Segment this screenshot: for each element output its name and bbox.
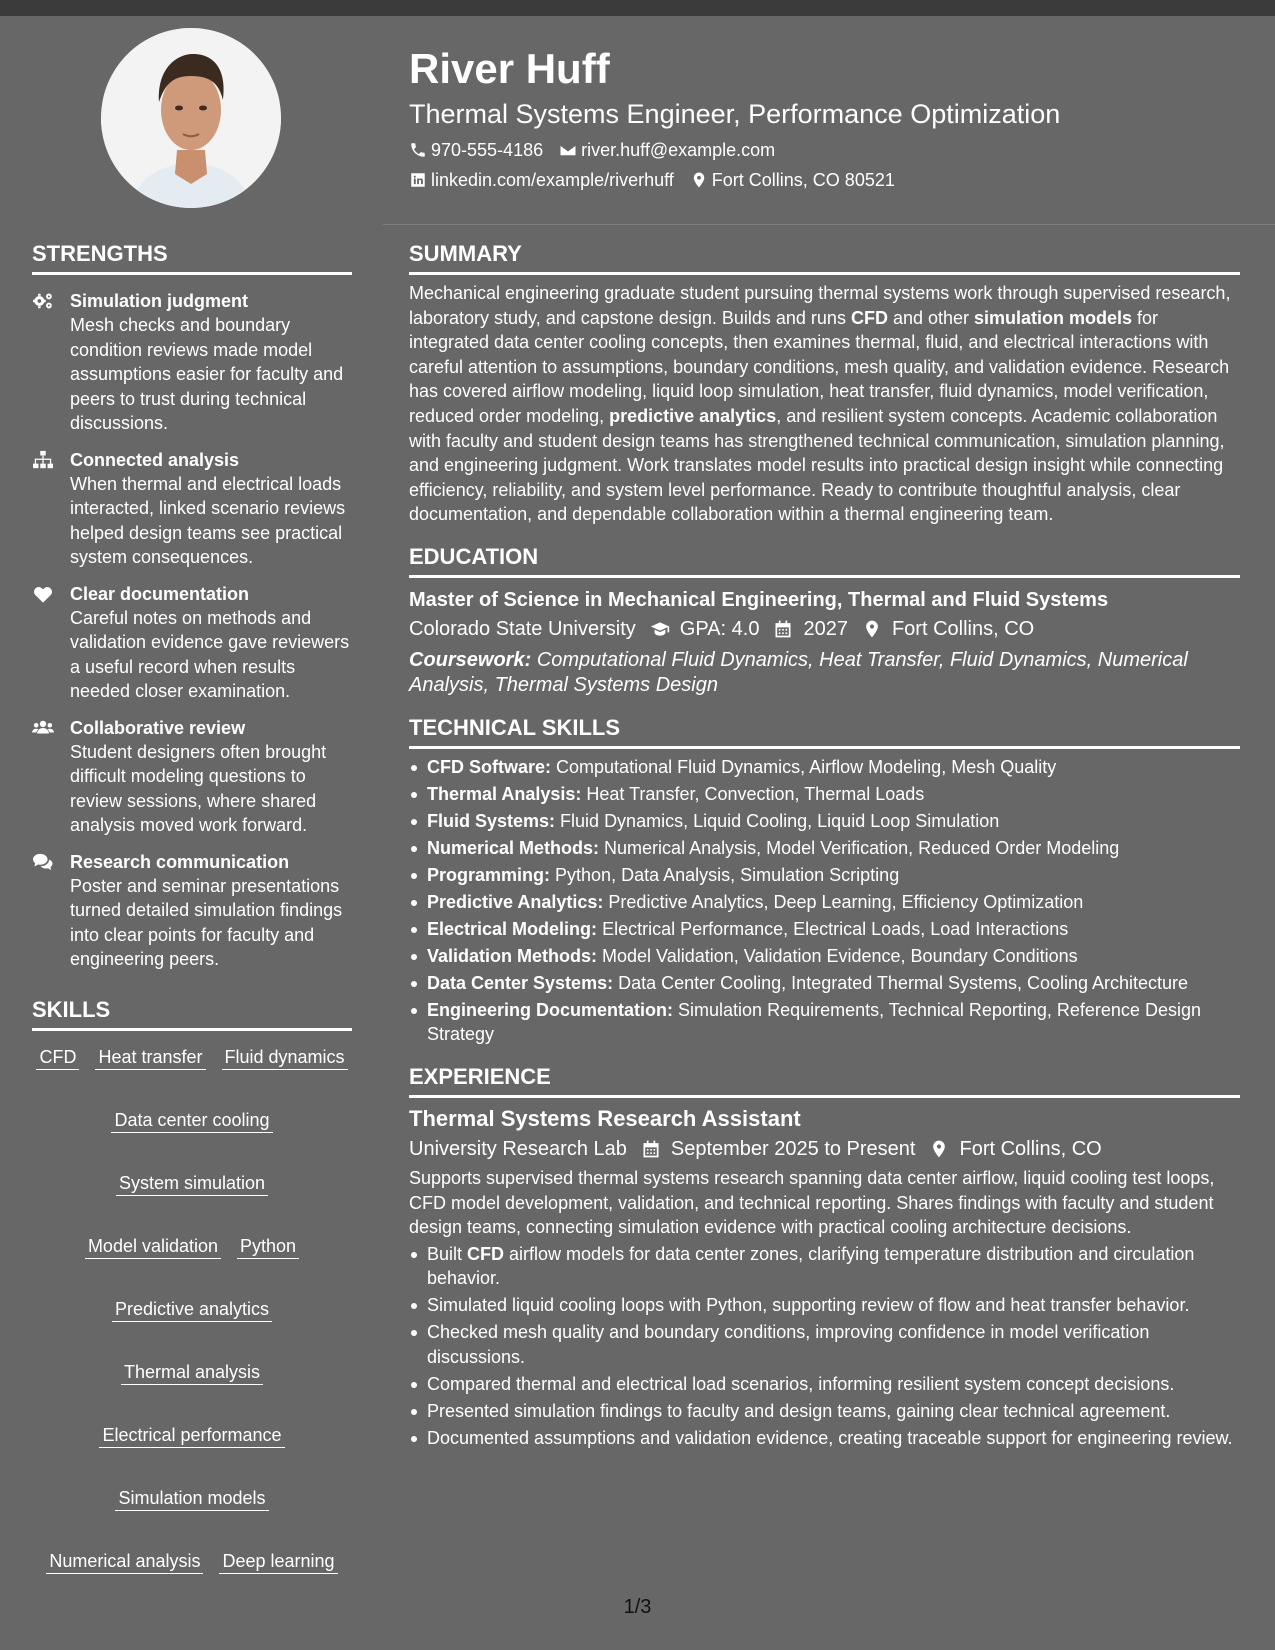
skill-tag: Thermal analysis [121, 1360, 263, 1385]
header-divider [383, 224, 1275, 225]
location-text: Fort Collins, CO 80521 [711, 170, 895, 190]
list-item [409, 890, 1240, 915]
envelope-icon [559, 141, 577, 159]
strength-description: Poster and seminar presentations turned detailed simulation findings into clear points for faculty and engineering peers. [70, 875, 343, 969]
linkedin-text: linkedin.com/example/riverhuff [431, 170, 674, 190]
map-pin-icon [929, 1139, 949, 1159]
bullet-part: Documented assumptions and validation evidence, creating traceable support for engineering review. [427, 1427, 1233, 1448]
map-pin-icon [690, 171, 708, 189]
skill-tag: Heat transfer [95, 1045, 205, 1070]
linkedin-contact[interactable] [409, 168, 674, 192]
location-contact [690, 168, 895, 192]
summary-part: and other [887, 307, 975, 328]
summary-highlight: CFD [850, 307, 888, 328]
skill-values: Numerical Analysis, Model Verification, Reduced Order Modeling [604, 837, 1120, 858]
gears-icon [32, 291, 54, 311]
email-contact[interactable] [559, 138, 775, 162]
strength-title: Collaborative review [70, 717, 246, 738]
job-meta [409, 1134, 1240, 1164]
bullet-highlight: CFD [467, 1243, 505, 1264]
list-item [409, 1293, 1240, 1318]
summary-part: for integrated data center cooling concepts, then examines thermal, fluid, and electrical interactions with careful attention to assumptions, boundary conditions, mesh quality, and validation evidence. Research has covered airflow modeling, liquid loop simulation, heat transfer, fluid dynamics, model verification, reduced order modeling, [409, 307, 1230, 426]
skill-tag: Simulation models [115, 1486, 268, 1511]
skill-tag: Deep learning [219, 1549, 337, 1574]
gpa-item [650, 614, 760, 644]
main-column [409, 238, 1240, 1453]
year-item [773, 614, 848, 644]
strength-description: Mesh checks and boundary condition reviews made model assumptions easier for faculty and peers to trust during technical discussions. [70, 315, 344, 433]
school-name: Colorado State University [409, 617, 636, 640]
strength-title: Clear documentation [70, 583, 250, 604]
skill-category: Electrical Modeling: [427, 918, 598, 939]
top-bar [0, 0, 1275, 16]
resume-header [409, 40, 1249, 192]
technical-skills-heading: TECHNICAL SKILLS [409, 712, 1240, 749]
sidebar [32, 238, 352, 1574]
year-text: 2027 [803, 617, 848, 640]
list-item [409, 1320, 1240, 1369]
portrait-image [101, 28, 281, 208]
strength-description: Student designers often brought difficult modeling questions to review sessions, where shared analysis moved work forward. [70, 741, 327, 835]
candidate-role: Thermal Systems Engineer, Performance Optimization [409, 99, 1061, 129]
skill-tag: Model validation [85, 1234, 221, 1259]
job-location-item [929, 1134, 1101, 1164]
skill-category: Numerical Methods: [427, 837, 600, 858]
skill-tag: Electrical performance [99, 1423, 284, 1448]
skill-tag: System simulation [116, 1171, 268, 1196]
sitemap-icon [32, 450, 54, 470]
skill-tag: Data center cooling [111, 1108, 272, 1133]
calendar-icon [641, 1139, 661, 1159]
calendar-icon [773, 619, 793, 639]
experience-bullets [409, 1242, 1240, 1451]
email-text: river.huff@example.com [581, 140, 776, 160]
skills-heading: SKILLS [32, 994, 352, 1031]
skill-values: Electrical Performance, Electrical Loads, Load Interactions [602, 918, 1069, 939]
skill-tag: Predictive analytics [112, 1297, 272, 1322]
skill-category: Validation Methods: [427, 945, 598, 966]
bullet-part: Checked mesh quality and boundary conditions, improving confidence in model verification discussions. [427, 1322, 1150, 1367]
strength-item [32, 850, 352, 972]
job-dates-text: September 2025 to Present [670, 1137, 916, 1160]
list-item [409, 1242, 1240, 1291]
list-item [409, 809, 1240, 834]
strength-title: Connected analysis [70, 449, 240, 470]
candidate-name: River Huff [409, 45, 610, 92]
skill-values: Heat Transfer, Convection, Thermal Loads [586, 783, 925, 804]
bullet-part: Built [427, 1243, 468, 1264]
list-item [409, 998, 1240, 1047]
skill-category: Programming: [427, 864, 551, 885]
list-item [409, 917, 1240, 942]
skill-category: Engineering Documentation: [427, 999, 674, 1020]
summary-part: , and resilient system concepts. Academic collaboration with faculty and student design teams has strengthened technical communication, simulation planning, and engineering judgment. Work translates model results into practical design insight while connecting efficiency, reliability, and system level performance. Ready to contribute thoughtful analysis, clear documentation, and dependable collaboration within a thermal engineering team. [409, 405, 1225, 525]
list-item [409, 944, 1240, 969]
job-description: Supports supervised thermal systems research spanning data center airflow, liquid cooling test loops, CFD model development, validation, and technical reporting. Shares findings with faculty and student design teams, connecting simulation evidence with practical cooling architecture decisions. [409, 1167, 1215, 1238]
skill-tag: Python [237, 1234, 299, 1259]
users-icon [32, 718, 54, 738]
skill-tag: Fluid dynamics [222, 1045, 348, 1070]
summary-text [409, 281, 1240, 527]
experience-heading: EXPERIENCE [409, 1061, 1240, 1098]
phone-icon [409, 141, 427, 159]
summary-heading: SUMMARY [409, 238, 1240, 275]
education-location-text: Fort Collins, CO [891, 617, 1035, 640]
employer-name: University Research Lab [409, 1137, 627, 1160]
coursework [409, 648, 1240, 698]
job-location-text: Fort Collins, CO [959, 1137, 1102, 1160]
strength-item [32, 448, 352, 570]
job-dates-item [641, 1134, 916, 1164]
phone-contact[interactable] [409, 138, 543, 162]
technical-skills-list [409, 755, 1240, 1047]
gpa-text: GPA: 4.0 [679, 617, 760, 640]
coursework-list: Computational Fluid Dynamics, Heat Transfer, Fluid Dynamics, Numerical Analysis, Thermal Systems Design [409, 648, 1188, 696]
skills-tag-list [32, 1045, 352, 1574]
education-meta [409, 614, 1240, 644]
summary-highlight: predictive analytics [609, 405, 777, 426]
skill-tag: Numerical analysis [46, 1549, 203, 1574]
coursework-label: Coursework: [409, 648, 532, 671]
strength-item [32, 582, 352, 704]
list-item [409, 755, 1240, 780]
graduation-cap-icon [650, 619, 670, 639]
list-item [409, 836, 1240, 861]
phone-text: 970-555-4186 [431, 140, 544, 160]
skill-values: Fluid Dynamics, Liquid Cooling, Liquid Loop Simulation [560, 810, 1000, 831]
strength-item [32, 289, 352, 436]
heart-icon [32, 584, 54, 604]
list-item [409, 971, 1240, 996]
skill-values: Data Center Cooling, Integrated Thermal Systems, Cooling Architecture [618, 972, 1189, 993]
skill-values: Python, Data Analysis, Simulation Scripting [555, 864, 900, 885]
bullet-part: airflow models for data center zones, clarifying temperature distribution and circulation behavior. [427, 1243, 1195, 1289]
strength-description: When thermal and electrical loads interacted, linked scenario reviews helped design teams see practical system consequences. [70, 473, 346, 567]
skill-category: Data Center Systems: [427, 972, 614, 993]
skill-values: Computational Fluid Dynamics, Airflow Modeling, Mesh Quality [556, 756, 1057, 777]
comments-icon [32, 852, 54, 872]
skill-category: Fluid Systems: [427, 810, 556, 831]
skill-values: Model Validation, Validation Evidence, Boundary Conditions [602, 945, 1078, 966]
skill-category: CFD Software: [427, 756, 552, 777]
strength-item [32, 716, 352, 838]
bullet-part: Simulated liquid cooling loops with Python, supporting review of flow and heat transfer behavior. [427, 1295, 1190, 1316]
map-pin-icon [862, 619, 882, 639]
strength-description: Careful notes on methods and validation evidence gave reviewers a useful record when results needed closer examination. [70, 607, 350, 701]
strength-title: Research communication [70, 851, 290, 872]
profile-photo [101, 28, 281, 208]
page-indicator: 1/3 [623, 1596, 652, 1618]
list-item [409, 1399, 1240, 1424]
list-item [409, 1372, 1240, 1397]
contact-row-1 [409, 138, 1249, 162]
job-title: Thermal Systems Research Assistant [409, 1105, 801, 1131]
degree-title: Master of Science in Mechanical Engineering, Thermal and Fluid Systems [409, 588, 1109, 611]
summary-part: Mechanical engineering graduate student pursuing thermal systems work through supervised research, laboratory study, and capstone design. Builds and runs [409, 283, 1231, 328]
list-item [409, 782, 1240, 807]
education-heading: EDUCATION [409, 541, 1240, 578]
skill-tag: CFD [36, 1045, 79, 1070]
bullet-part: Compared thermal and electrical load scenarios, informing resilient system concept decisions. [427, 1373, 1175, 1394]
education-location-item [862, 614, 1034, 644]
summary-highlight: simulation models [974, 307, 1133, 328]
bullet-part: Presented simulation findings to faculty and design teams, gaining clear technical agreement. [427, 1400, 1171, 1421]
linkedin-icon [409, 171, 427, 189]
strength-title: Simulation judgment [70, 291, 248, 311]
list-item [409, 863, 1240, 888]
contact-row-2 [409, 168, 1249, 192]
skill-values: Simulation Requirements, Technical Reporting, Reference Design Strategy [427, 999, 1201, 1045]
skill-category: Predictive Analytics: [427, 891, 604, 912]
skill-values: Predictive Analytics, Deep Learning, Efficiency Optimization [608, 891, 1084, 912]
skill-category: Thermal Analysis: [427, 783, 582, 804]
strengths-heading: STRENGTHS [32, 238, 352, 275]
list-item [409, 1426, 1240, 1451]
